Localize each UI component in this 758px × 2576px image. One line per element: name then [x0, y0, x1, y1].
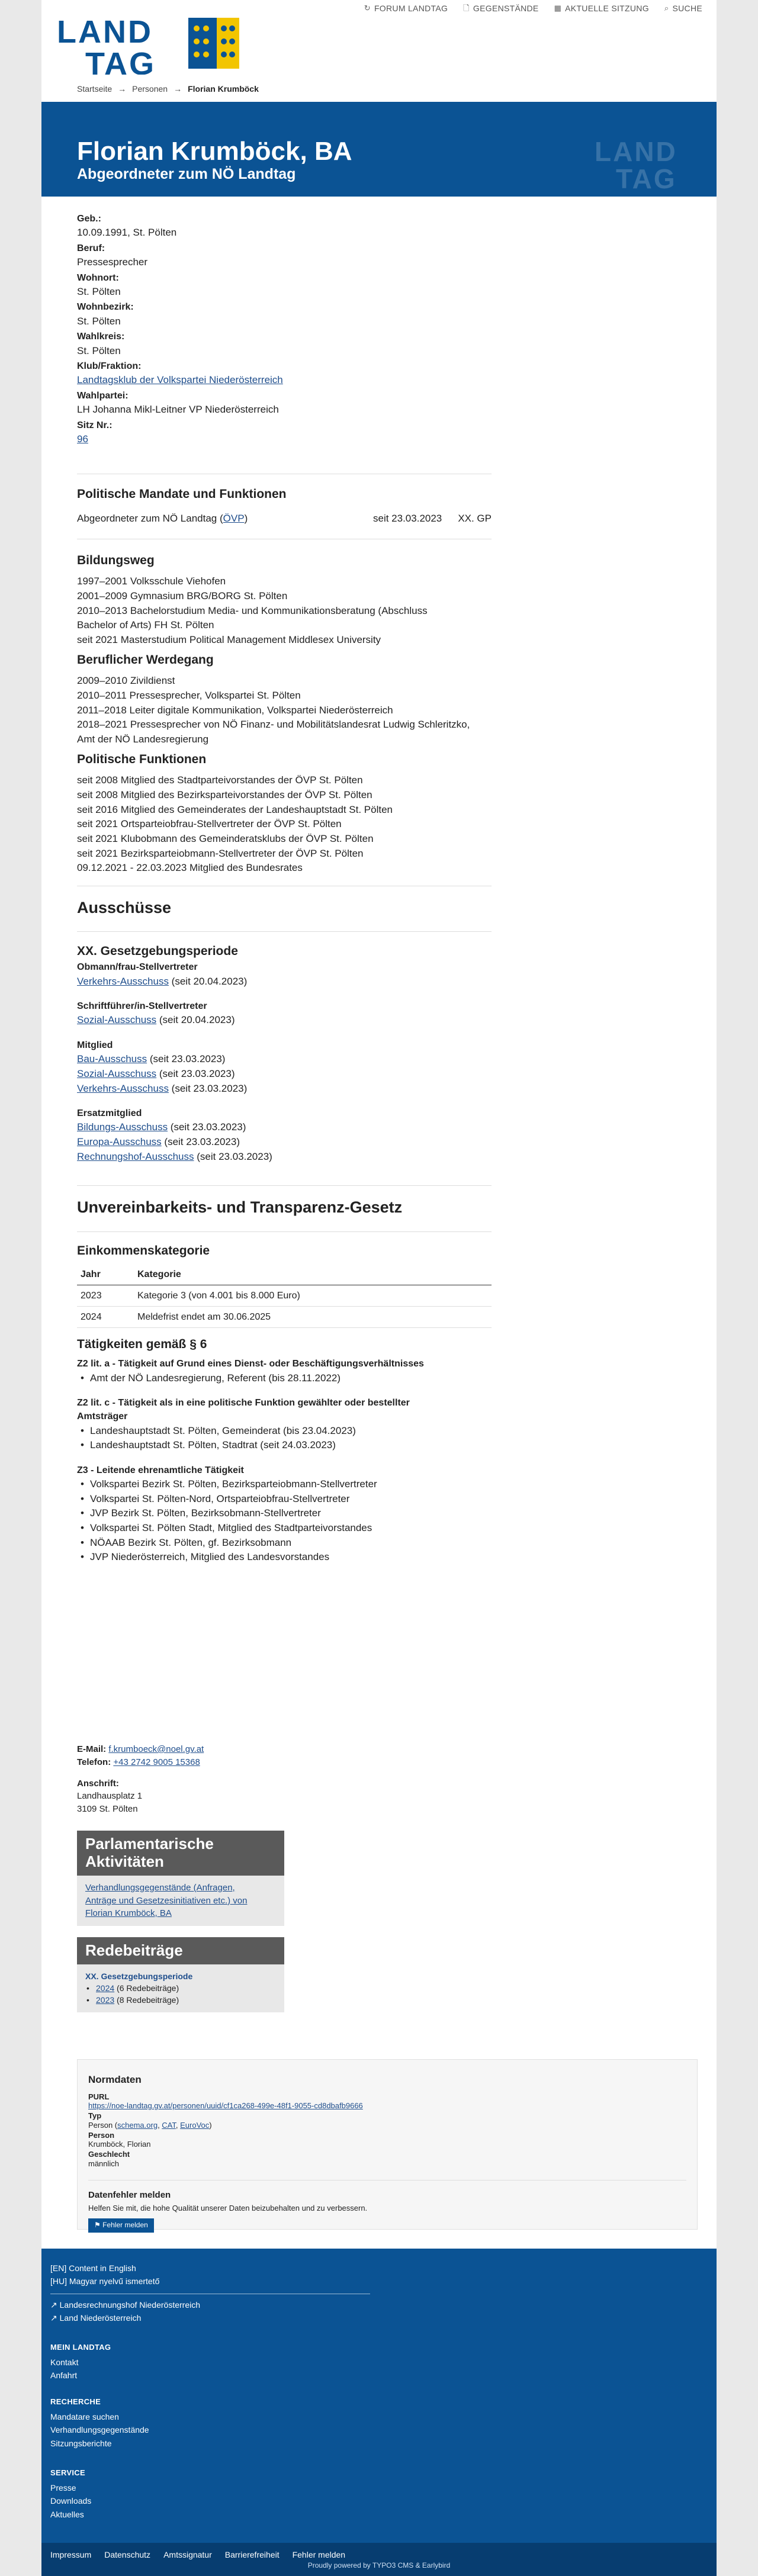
mandate-period: XX. GP: [458, 513, 492, 525]
ausschuss-link[interactable]: Rechnungshof-Ausschuss: [77, 1150, 194, 1162]
list-item: • NÖAAB Bezirk St. Pölten, gf. Bezirksobmann: [90, 1536, 492, 1551]
impressum-link[interactable]: Impressum: [50, 2550, 92, 2559]
landtag-logo[interactable]: [57, 15, 246, 75]
person-name: Florian Krumböck, BA: [77, 137, 352, 166]
ausschuss-link[interactable]: Bau-Ausschuss: [77, 1053, 147, 1065]
taetigkeiten-section: Tätigkeiten gemäß § 6 Z2 lit. a - Tätigkeit auf Grund eines Dienst- oder Beschäftigungsverhältnisses • Amt der NÖ Landesregierung, Referent (bis 28.11.2022) Z2 lit. c - Tätigkeit als in eine politische Funktion gewählter oder bestellter Amtsträger • Landeshauptstadt St. Pölten, Gemeinderat (bis 23.04.2023) • Landeshauptstadt St. Pölten, Stadtrat (seit 24.03.2023) Z3 - Leitende ehrenamtliche Tätigkeit • Volkspartei Bezirk St. Pölten, Bezirksparteiobmann-Stellvertreter • Volkspartei St. Pölten-Nord, Ortsparteiobfrau-Stellvertreter • JVP Bezirk St. Pölten, Bezirksobmann-Stellvertreter • Volkspartei St. Pölten Stadt, Mitglied des Stadtparteivorstandes • NÖAAB Bezirk St. Pölten, gf. Bezirksobmann • JVP Niederösterreich, Mitglied des Landesvorstandes: [77, 1336, 492, 1565]
z2a-list: [77, 1371, 492, 1386]
footer-bottom-links: [50, 2549, 345, 2561]
normdaten-heading: Normdaten: [88, 2074, 142, 2085]
box-title: Parlamentarische Aktivitäten: [77, 1831, 284, 1876]
search-icon: ⌕: [664, 3, 669, 12]
z2c-list: [77, 1424, 492, 1453]
page: [41, 0, 717, 2576]
email-link[interactable]: f.krumboeck@noel.gv.at: [108, 1744, 204, 1754]
top-navigation: [364, 2, 702, 14]
fact-wohnort: Wohnort: St. Pölten: [77, 272, 121, 297]
barrierefreiheit-link[interactable]: Barrierefreiheit: [224, 2550, 280, 2559]
powered-by: Proudly powered by TYPO3 CMS & Earlybird: [307, 2561, 451, 2569]
footer-recherche: RECHERCHE Mandatare suchen Verhandlungsgegenstände Sitzungsberichte: [50, 2397, 149, 2450]
datenfehler-heading: Datenfehler melden: [88, 2189, 171, 2200]
external-link-icon: ↗: [50, 2300, 57, 2310]
ausschuesse-heading: Ausschüsse: [77, 899, 172, 916]
fact-beruf: Beruf: Pressesprecher: [77, 243, 148, 268]
footer-mein-landtag: MEIN LANDTAG Kontakt Anfahrt: [50, 2342, 111, 2382]
funktionen-heading: Politische Funktionen: [77, 752, 207, 766]
watermark-line2: TAG: [616, 163, 677, 191]
footer-link[interactable]: Mandatare suchen: [50, 2411, 119, 2421]
external-link-icon: ↗: [50, 2313, 57, 2323]
person-role: Abgeordneter zum NÖ Landtag: [77, 166, 296, 182]
box-title: Redebeiträge: [77, 1937, 284, 1964]
party-link[interactable]: ÖVP: [223, 513, 245, 525]
transparenz-heading: Unvereinbarkeits- und Transparenz-Gesetz: [77, 1198, 403, 1216]
list-item: • Volkspartei Bezirk St. Pölten, Bezirksparteiobmann-Stellvertreter: [90, 1477, 492, 1492]
list-item: • Landeshauptstadt St. Pölten, Gemeinderat (bis 23.04.2023): [90, 1424, 492, 1439]
list-item: • JVP Niederösterreich, Mitglied des Landesvorstandes: [90, 1550, 492, 1565]
footer-link[interactable]: Downloads: [50, 2496, 92, 2506]
footer-link[interactable]: Presse: [50, 2482, 76, 2493]
fact-geb: Geb.: 10.09.1991, St. Pölten: [77, 214, 177, 239]
footer-link[interactable]: Sitzungsberichte: [50, 2438, 112, 2448]
list-item: • JVP Bezirk St. Pölten, Bezirksobmann-Stellvertreter: [90, 1506, 492, 1521]
amtssignatur-link[interactable]: Amtssignatur: [163, 2550, 212, 2559]
fehler-melden-button[interactable]: ⚑ Fehler melden: [88, 2218, 154, 2232]
contact-section: E-Mail: f.krumboeck@noel.gv.at Telefon: +43 2742 9005 15368 Anschrift: Landhausplatz 1 3109 St. Pölten: [77, 1744, 204, 1814]
footer: [41, 2249, 717, 2576]
ausschuss-link[interactable]: Verkehrs-Ausschuss: [77, 975, 169, 987]
list-item: • Volkspartei St. Pölten Stadt, Mitglied des Stadtparteivorstandes: [90, 1521, 492, 1536]
nav-forum-landtag[interactable]: ↻ FORUM LANDTAG: [364, 3, 448, 13]
datenfehler-section: Datenfehler melden Helfen Sie mit, die hohe Qualität unserer Daten beizubehalten und zu verbessern. ⚑ Fehler melden: [88, 2180, 686, 2233]
werdegang-heading: Beruflicher Werdegang: [77, 653, 214, 667]
mandate-since: seit 23.03.2023: [373, 513, 442, 525]
breadcrumb: [77, 83, 259, 95]
werdegang-section: Beruflicher Werdegang 2009–2010 Zivildienst 2010–2011 Pressesprecher, Volkspartei St. Pölten 2011–2018 Leiter digitale Kommunikation, Volkspartei Niederösterreich 2018–2021 Pressesprecher von NÖ Finanz- und Mobilitätslandesrat Ludwig Schleritzko, Amt der NÖ Landesregierung: [77, 651, 492, 747]
fact-sitz: Sitz Nr.: 96: [77, 419, 492, 447]
ausschuss-link[interactable]: Europa-Ausschuss: [77, 1136, 162, 1148]
redebeitraege-box: [77, 1937, 284, 2012]
divider: [77, 1231, 492, 1232]
nav-aktuelle-sitzung[interactable]: ▦ AKTUELLE SITZUNG: [554, 3, 649, 13]
cat-link[interactable]: CAT: [162, 2120, 176, 2130]
fact-klub: Klub/Fraktion: Landtagsklub der Volkspartei Niederösterreich: [77, 359, 492, 388]
phone-link[interactable]: +43 2742 9005 15368: [113, 1757, 200, 1767]
english-link[interactable]: [EN] Content in English: [50, 2263, 136, 2273]
flag-icon: ⚑: [94, 2221, 101, 2230]
nav-suche[interactable]: ⌕ SUCHE: [664, 3, 702, 13]
footer-bottom-bar: [41, 2543, 717, 2576]
fehler-melden-link[interactable]: Fehler melden: [292, 2550, 346, 2559]
ausschuss-link[interactable]: Sozial-Ausschuss: [77, 1014, 157, 1026]
footer-languages: [50, 2262, 159, 2288]
arrow-right-icon: →: [118, 84, 127, 94]
document-icon: 🗋: [463, 3, 470, 12]
einkommen-table: [77, 1265, 492, 1328]
mandate-row: Abgeordneter zum NÖ Landtag (ÖVP) seit 23.03.2023 XX. GP: [77, 512, 492, 526]
schema-link[interactable]: schema.org: [117, 2120, 158, 2130]
footer-link[interactable]: Anfahrt: [50, 2371, 78, 2381]
klub-link[interactable]: Landtagsklub der Volkspartei Niederösterreich: [77, 374, 283, 386]
breadcrumb-personen[interactable]: Personen: [132, 84, 168, 94]
list-item: • Landeshauptstadt St. Pölten, Stadtrat (seit 24.03.2023): [90, 1438, 492, 1453]
bildungsweg-section: Bildungsweg 1997–2001 Volksschule Viehofen 2001–2009 Gymnasium BRG/BORG St. Pölten 2010–2013 Bachelorstudium Media- und Kommunikationsberatung (Abschluss Bachelor of Arts) FH St. Pölten seit 2021 Masterstudium Political Management Middlesex University: [77, 552, 492, 648]
calendar-icon: ▦: [554, 3, 562, 12]
nav-gegenstaende[interactable]: 🗋 GEGENSTÄNDE: [463, 3, 539, 13]
person-facts: [77, 212, 492, 448]
bildungsweg-heading: Bildungsweg: [77, 554, 155, 567]
forum-icon: ↻: [364, 3, 371, 12]
breadcrumb-current: Florian Krumböck: [188, 84, 259, 94]
sitz-link[interactable]: 96: [77, 433, 88, 445]
footer-link[interactable]: Verhandlungsgegenstände: [50, 2425, 149, 2435]
watermark-line1: LAND: [595, 137, 677, 167]
datenschutz-link[interactable]: Datenschutz: [104, 2550, 151, 2559]
mandate-section: [77, 485, 492, 526]
purl-link[interactable]: https://noe-landtag.gv.at/personen/uuid/cf1ca268-499e-48f1-9055-cd8dbafb9666: [88, 2101, 363, 2111]
list-item: • 2024 (6 Redebeiträge): [96, 1982, 276, 1994]
landtag-watermark-logo: [595, 137, 695, 191]
ausschuss-link[interactable]: Sozial-Ausschuss: [77, 1067, 157, 1079]
ausschuss-link[interactable]: Verkehrs-Ausschuss: [77, 1082, 169, 1094]
breadcrumb-home[interactable]: Startseite: [77, 84, 113, 94]
footer-service: SERVICE Presse Downloads Aktuelles: [50, 2468, 91, 2521]
verhandlungsgegenstaende-link[interactable]: Florian Krumböck, BA: [85, 1908, 172, 1919]
rede-year-link[interactable]: 2023: [96, 1995, 115, 2005]
ausschuss-link[interactable]: Bildungs-Ausschuss: [77, 1121, 168, 1133]
verhandlungsgegenstaende-link[interactable]: Anträge und Gesetzesinitiativen etc.) von: [85, 1895, 248, 1906]
einkommen-section: [77, 1242, 492, 1328]
person-banner: [41, 102, 717, 197]
landesrechnungshof-link[interactable]: ↗ Landesrechnungshof Niederösterreich: [50, 2300, 200, 2310]
footer-link[interactable]: Kontakt: [50, 2357, 79, 2367]
eurovoc-link[interactable]: EuroVoc: [180, 2120, 210, 2130]
normdaten-panel: Normdaten PURL https://noe-landtag.gv.at/personen/uuid/cf1ca268-499e-48f1-9055-cd8dbafb9666 Typ Person (schema.org, CAT, EuroVoc) Person Krumböck, Florian Geschlecht männlich Datenfehler melden Helfen Sie mit, die hohe Qualität unserer Daten beizubehalten und zu verbessern. ⚑ Fehler melden: [77, 2059, 698, 2230]
fact-wohnbezirk: Wohnbezirk: St. Pölten: [77, 302, 134, 327]
transparenz-section: [77, 1196, 492, 1219]
table-row: 2023 Kategorie 3 (von 4.001 bis 8.000 Euro): [77, 1285, 492, 1306]
arrow-right-icon: →: [174, 84, 182, 94]
rede-year-link[interactable]: 2024: [96, 1983, 115, 1993]
logo-line2: TAG: [85, 46, 156, 75]
table-row: 2024 Meldefrist endet am 30.06.2025: [77, 1306, 492, 1327]
funktionen-section: Politische Funktionen seit 2008 Mitglied des Stadtparteivorstandes der ÖVP St. Pölten seit 2008 Mitglied des Bezirksparteivorstandes der ÖVP St. Pölten seit 2016 Mitglied des Gemeinderates der Landeshauptstadt St. Pölten seit 2021 Ortsparteiobfrau-Stellvertreter der ÖVP St. Pölten seit 2021 Klubobmann des Gemeinderatsklubs der ÖVP St. Pölten seit 2021 Bezirksparteiobmann-Stellvertreter der ÖVP St. Pölten 09.12.2021 - 22.03.2023 Mitglied des Bundesrates: [77, 751, 492, 876]
list-item: • Amt der NÖ Landesregierung, Referent (bis 28.11.2022): [90, 1371, 492, 1386]
mandate-heading: Politische Mandate und Funktionen: [77, 487, 287, 501]
taetigkeiten-heading: Tätigkeiten gemäß § 6: [77, 1337, 207, 1351]
ausschuesse-list: XX. Gesetzgebungsperiode Obmann/frau-Stellvertreter Verkehrs-Ausschuss (seit 20.04.2023) Schriftführer/in-Stellvertreter Sozial-Ausschuss (seit 20.04.2023) Mitglied Bau-Ausschuss (seit 23.03.2023) Sozial-Ausschuss (seit 23.03.2023) Verkehrs-Ausschuss (seit 23.03.2023) Ersatzmitglied Bildungs-Ausschuss (seit 23.03.2023) Europa-Ausschuss (seit 23.03.2023) Rechnungshof-Ausschuss (seit 23.03.2023): [77, 943, 492, 1164]
ausschuesse-period: XX. Gesetzgebungsperiode: [77, 944, 238, 958]
parlamentarische-aktivitaeten-box: [77, 1831, 284, 1926]
divider: [77, 1185, 492, 1186]
hungarian-link[interactable]: [HU] Magyar nyelvű ismertető: [50, 2276, 160, 2286]
list-item: • 2023 (8 Redebeiträge): [96, 1994, 276, 2006]
verhandlungsgegenstaende-link[interactable]: Verhandlungsgegenstände (Anfragen,: [85, 1882, 235, 1893]
rede-list: [85, 1982, 276, 2006]
list-item: • Volkspartei St. Pölten-Nord, Ortsparteiobfrau-Stellvertreter: [90, 1492, 492, 1507]
footer-external-links: [50, 2298, 200, 2325]
footer-link[interactable]: Aktuelles: [50, 2509, 84, 2519]
divider: [77, 931, 492, 932]
fact-wahlkreis: Wahlkreis: St. Pölten: [77, 332, 125, 356]
fact-wahlpartei: Wahlpartei: LH Johanna Mikl-Leitner VP Niederösterreich: [77, 390, 279, 416]
land-noe-link[interactable]: ↗ Land Niederösterreich: [50, 2313, 142, 2323]
z3-list: [77, 1477, 492, 1565]
einkommen-heading: Einkommenskategorie: [77, 1244, 210, 1258]
ausschuesse-section: [77, 896, 492, 919]
logo-line1: LAND: [57, 15, 153, 50]
table-header-row: Jahr Kategorie: [77, 1265, 492, 1285]
rede-period: XX. Gesetzgebungsperiode: [85, 1971, 193, 1981]
